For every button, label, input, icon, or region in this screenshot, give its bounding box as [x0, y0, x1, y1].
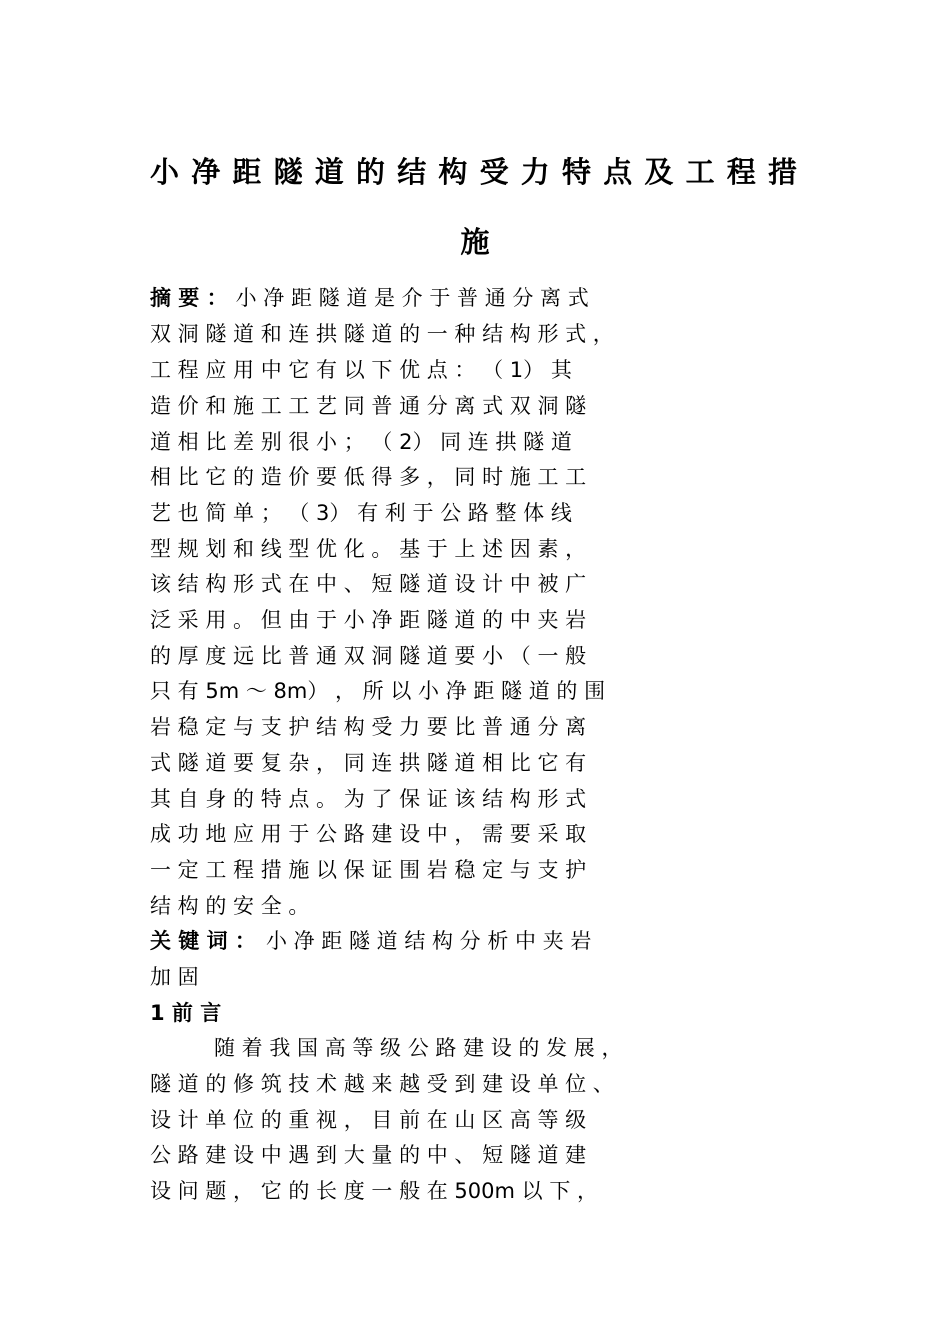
abstract-line: 双 洞 隧 道 和 连 拱 隧 道 的 一 种 结 构 形 式 ， [150, 322, 614, 346]
abstract-line: 相 比 它 的 造 价 要 低 得 多 ， 同 时 施 工 工 [150, 465, 587, 489]
document-title-line-2: 施 [460, 225, 490, 259]
abstract-line: 该 结 构 形 式 在 中 、 短 隧 道 设 计 中 被 广 [150, 572, 587, 596]
abstract-line: 式 隧 道 要 复 杂 ， 同 连 拱 隧 道 相 比 它 有 [150, 751, 587, 775]
abstract-line: 艺 也 简 单 ； （ 3） 有 利 于 公 路 整 体 线 [150, 501, 572, 525]
abstract-line: 泛 采 用 。 但 由 于 小 净 距 隧 道 的 中 夹 岩 [150, 608, 587, 632]
abstract-line: 成 功 地 应 用 于 公 路 建 设 中 ， 需 要 采 取 [150, 822, 587, 846]
section-paragraph-line: 设 问 题 ， 它 的 长 度 一 般 在 500m 以 下 ， [150, 1179, 598, 1203]
abstract-line: 型 规 划 和 线 型 优 化 。 基 于 上 述 因 素 ， [150, 537, 587, 561]
abstract-line: 工 程 应 用 中 它 有 以 下 优 点 ： （ 1） 其 [150, 358, 572, 382]
abstract-label: 摘 要 ： [150, 286, 228, 310]
abstract-line: 造 价 和 施 工 工 艺 同 普 通 分 离 式 双 洞 隧 [150, 394, 587, 418]
abstract-line: 岩 稳 定 与 支 护 结 构 受 力 要 比 普 通 分 离 [150, 715, 587, 739]
document-title-line-1: 小净距隧道的结构受力特点及工程措 [150, 155, 810, 189]
section-paragraph-line: 隧 道 的 修 筑 技 术 越 来 越 受 到 建 设 单 位 、 [150, 1072, 614, 1096]
section-paragraph-line: 公 路 建 设 中 遇 到 大 量 的 中 、 短 隧 道 建 [150, 1143, 587, 1167]
abstract-line: 结 构 的 安 全 。 [150, 894, 310, 918]
abstract-line-1 [150, 284, 589, 312]
abstract-line: 道 相 比 差 别 很 小 ； （ 2） 同 连 拱 隧 道 [150, 430, 572, 454]
abstract-line: 只 有 5m ～ 8m） ， 所 以 小 净 距 隧 道 的 围 [150, 679, 606, 703]
abstract-line: 的 厚 度 远 比 普 通 双 洞 隧 道 要 小 （ 一 般 [150, 644, 587, 668]
keywords-line-2: 加 固 [150, 965, 199, 989]
keywords-text: 小 净 距 隧 道 结 构 分 析 中 夹 岩 [265, 929, 592, 953]
keywords-label: 关 键 词 ： [150, 929, 256, 953]
abstract-line: 其 自 身 的 特 点 。 为 了 保 证 该 结 构 形 式 [150, 787, 587, 811]
section-heading: 1 前 言 [150, 1001, 222, 1025]
section-paragraph-line: 随 着 我 国 高 等 级 公 路 建 设 的 发 展 ， [214, 1036, 623, 1060]
abstract-text: 小 净 距 隧 道 是 介 于 普 通 分 离 式 [235, 286, 589, 310]
keywords-line-1 [150, 927, 591, 955]
abstract-line: 一 定 工 程 措 施 以 保 证 围 岩 稳 定 与 支 护 [150, 858, 587, 882]
section-paragraph-line: 设 计 单 位 的 重 视 ， 目 前 在 山 区 高 等 级 [150, 1108, 587, 1132]
